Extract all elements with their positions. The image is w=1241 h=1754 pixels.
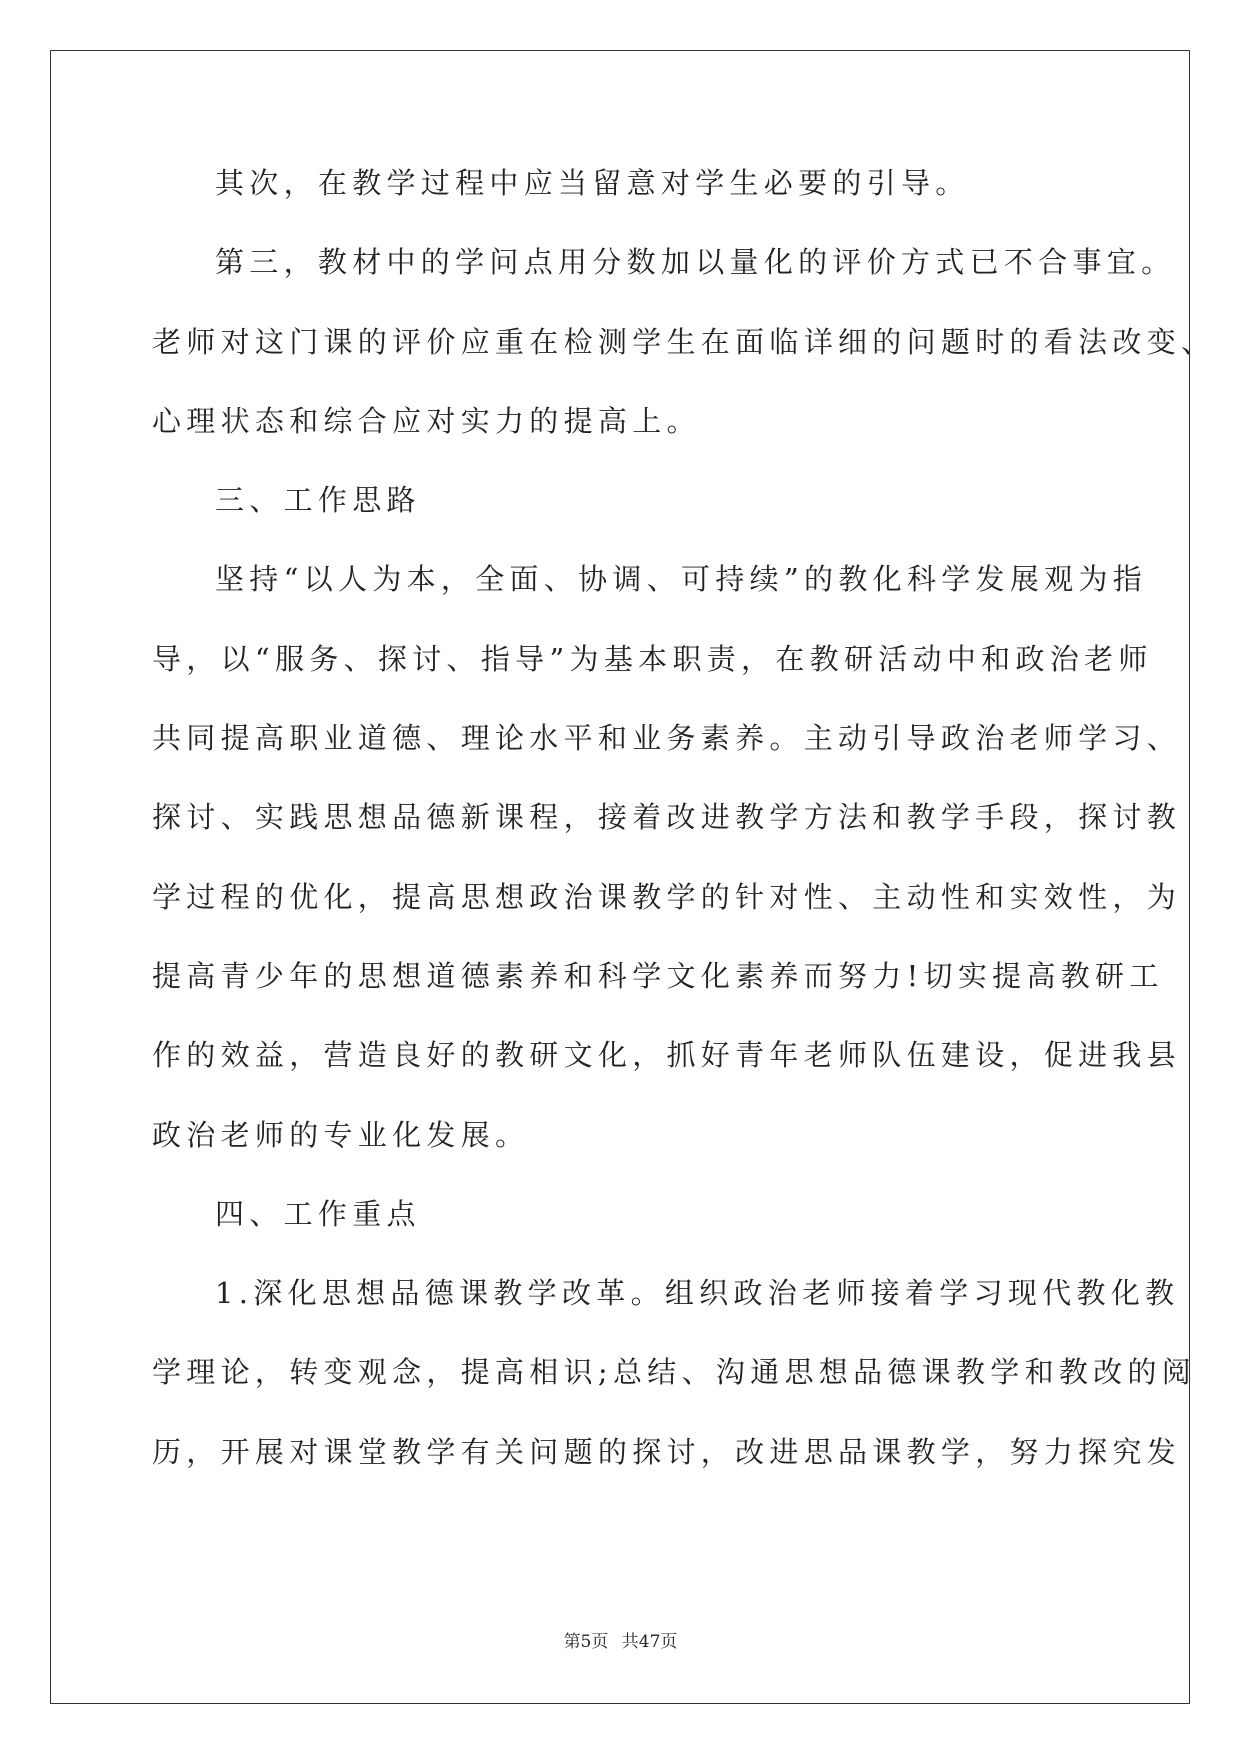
paragraph-line: 提高青少年的思想道德素养和科学文化素养而努力!切实提高教研工	[152, 958, 1164, 993]
document-body	[152, 163, 1216, 1511]
paragraph-line: 1.深化思想品德课教学改革。组织政治老师接着学习现代教化教	[215, 1276, 1180, 1311]
page-footer	[0, 1627, 1241, 1652]
page-number: 第5页	[563, 1632, 609, 1652]
section-heading: 四、工作重点	[215, 1196, 421, 1231]
page-total: 共47页	[621, 1632, 678, 1652]
paragraph-line: 其次，在教学过程中应当留意对学生必要的引导。	[215, 166, 970, 200]
paragraph-line: 坚持“以人为本，全面、协调、可持续”的教化科学发展观为指	[215, 562, 1148, 597]
paragraph-line: 学过程的优化，提高思想政治课教学的针对性、主动性和实效性，为	[152, 879, 1182, 914]
paragraph-line: 共同提高职业道德、理论水平和业务素养。主动引导政治老师学习、	[152, 721, 1182, 756]
paragraph-line: 第三，教材中的学问点用分数加以量化的评价方式已不合事宜。	[215, 245, 1176, 280]
paragraph-line: 学理论，转变观念，提高相识;总结、沟通思想品德课教学和教改的阅	[152, 1355, 1197, 1390]
paragraph-line: 探讨、实践思想品德新课程，接着改进教学方法和教学手段，探讨教	[152, 800, 1182, 835]
paragraph-line: 导，以“服务、探讨、指导”为基本职责，在教研活动中和政治老师	[152, 641, 1153, 676]
paragraph-line: 作的效益，营造良好的教研文化，抓好青年老师队伍建设，促进我县	[152, 1038, 1182, 1073]
paragraph-line: 老师对这门课的评价应重在检测学生在面临详细的问题时的看法改变、	[152, 324, 1216, 359]
paragraph-line: 政治老师的专业化发展。	[152, 1117, 530, 1152]
paragraph-line: 心理状态和综合应对实力的提高上。	[152, 403, 701, 438]
section-heading: 三、工作思路	[215, 483, 421, 518]
paragraph-line: 历，开展对课堂教学有关问题的探讨，改进思品课教学，努力探究发	[152, 1434, 1182, 1469]
